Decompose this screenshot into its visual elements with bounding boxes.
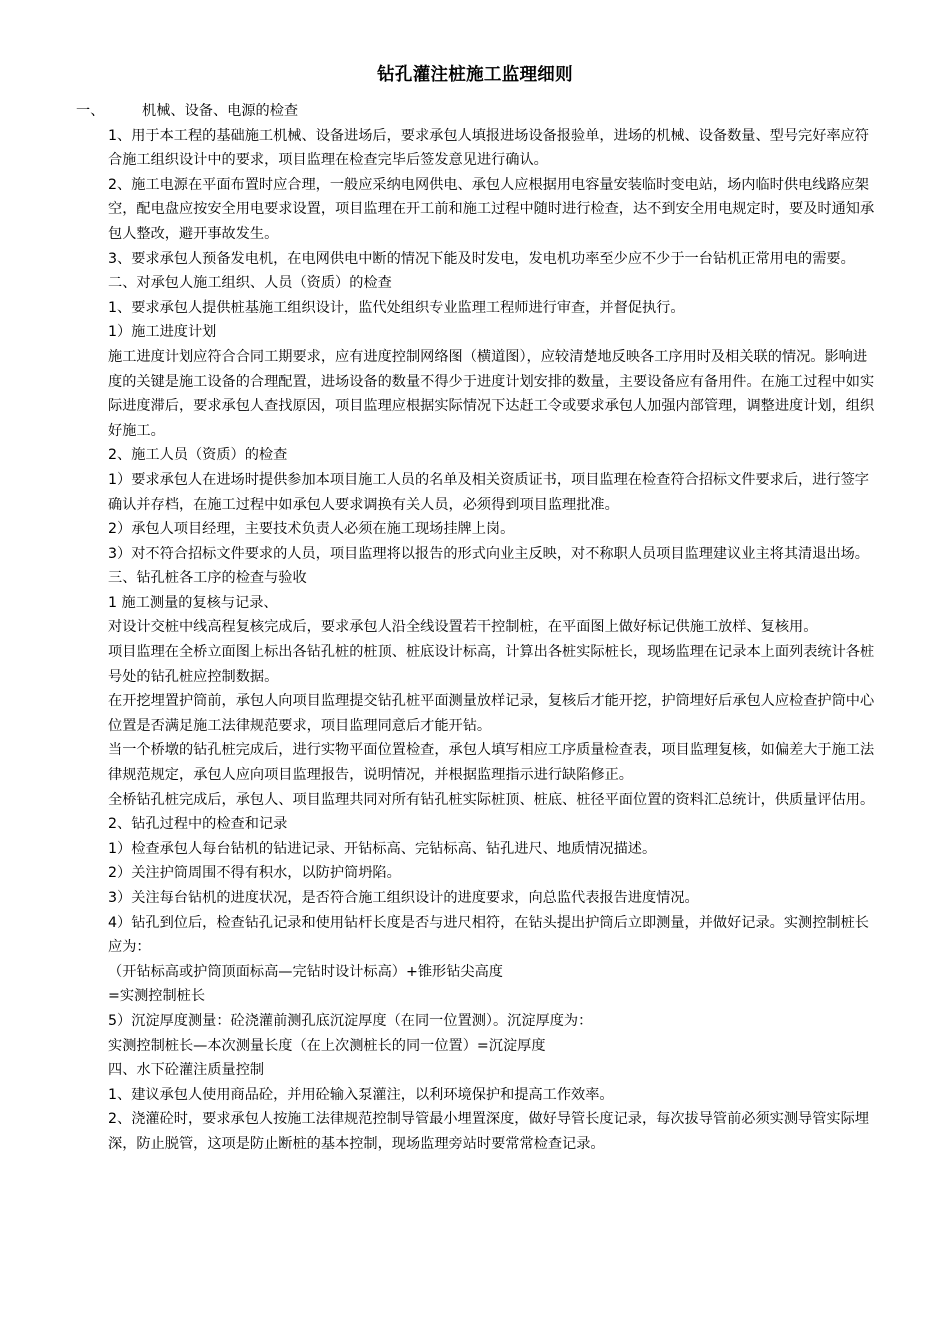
- section-title: 机械、设备、电源的检查: [142, 103, 299, 119]
- paragraph: 2）关注护筒周围不得有积水，以防护筒坍陷。: [108, 865, 401, 882]
- paragraph: 全桥钻孔桩完成后，承包人、项目监理共同对所有钻孔桩实际桩顶、桩底、桩径平面位置的资料汇总统计，供质量评估用。: [108, 791, 875, 808]
- paragraph: 3）对不符合招标文件要求的人员，项目监理将以报告的形式向业主反映，对不称职人员项目监理建议业主将其清退出场。: [108, 545, 869, 562]
- document-title: 钻孔灌注桩施工监理细则: [377, 65, 573, 85]
- paragraph: 施工进度计划应符合合同工期要求，应有进度控制网络图（横道图），应较清楚地反映各工序用时及相关联的情况。影响进度的关键是施工设备的合理配置，进场设备的数量不得少于进度计划安排的数量，主要设备应有备用件。在施工过程中如实际进度滞后，要求承包人查找原因，项目监理应根据实际情况下达赶工令或要求承包人加强内部管理，调整进度计划，组织好施工。: [108, 348, 875, 439]
- paragraph: 1 施工测量的复核与记录、: [108, 594, 278, 611]
- paragraph: 2、施工电源在平面布置时应合理，一般应采纳电网供电、承包人应根据用电容量安装临时变电站，场内临时供电线路应架空，配电盘应按安全用电要求设置，项目监理在开工前和施工过程中随时进行检查，达不到安全用电规定时，要及时通知承包人整改，避开事故发生。: [108, 176, 875, 242]
- paragraph-list: [108, 124, 876, 1157]
- paragraph: 1、用于本工程的基础施工机械、设备进场后，要求承包人填报进场设备报验单，进场的机械、设备数量、型号完好率应符合施工组织设计中的要求，项目监理在检查完毕后签发意见进行确认。: [108, 127, 869, 169]
- paragraph: 1）要求承包人在进场时提供参加本项目施工人员的名单及相关资质证书，项目监理在检查符合招标文件要求后，进行签字确认并存档，在施工过程中如承包人要求调换有关人员，必须得到项目监理批准。: [108, 471, 869, 513]
- paragraph: （开钻标高或护筒顶面标高—完钻时设计标高）+锥形钻尖高度: [108, 963, 503, 980]
- paragraph: 3）关注每台钻机的进度状况，是否符合施工组织设计的进度要求，向总监代表报告进度情况。: [108, 890, 699, 906]
- paragraph: 2、施工人员（资质）的检查: [108, 447, 288, 464]
- paragraph: 对设计交桩中线高程复核完成后，要求承包人沿全线设置若干控制桩，在平面图上做好标记供施工放样、复核用。: [108, 619, 818, 636]
- paragraph: 在开挖埋置护筒前，承包人向项目监理提交钻孔桩平面测量放样记录，复核后才能开挖，护筒埋好后承包人应检查护筒中心位置是否满足施工法律规范要求，项目监理同意后才能开钻。: [108, 693, 875, 734]
- paragraph: 3、要求承包人预备发电机，在电网供电中断的情况下能及时发电，发电机功率至少应不少于一台钻机正常用电的需要。: [108, 250, 855, 267]
- paragraph: 四、水下砼灌注质量控制: [108, 1062, 265, 1079]
- paragraph: 2、钻孔过程中的检查和记录: [108, 816, 288, 833]
- paragraph: 4）钻孔到位后，检查钻孔记录和使用钻杆长度是否与进尺相符，在钻头提出护筒后立即测量，并做好记录。实测控制桩长应为：: [108, 914, 869, 956]
- paragraph: =实测控制桩长: [108, 988, 206, 1005]
- paragraph: 当一个桥墩的钻孔桩完成后，进行实物平面位置检查，承包人填写相应工序质量检查表，项目监理复核，如偏差大于施工法律规范规定，承包人应向项目监理报告，说明情况，并根据监理指示进行缺陷修正。: [108, 742, 875, 784]
- paragraph: 1）检查承包人每台钻机的钻进记录、开钻标高、完钻标高、钻孔进尺、地质情况描述。: [108, 840, 657, 857]
- paragraph: 1）施工进度计划: [108, 324, 217, 341]
- paragraph: 实测控制桩长—本次测量长度（在上次测桩长的同一位置）=沉淀厚度: [108, 1037, 546, 1054]
- document-body: [76, 99, 876, 1157]
- paragraph: 5）沉淀厚度测量：砼浇灌前测孔底沉淀厚度（在同一位置测）。沉淀厚度为：: [108, 1012, 593, 1029]
- paragraph: 项目监理在全桥立面图上标出各钻孔桩的桩顶、桩底设计标高，计算出各桩实际桩长，现场监理在记录本上面列表统计各桩号处的钻孔桩应控制数据。: [108, 644, 875, 685]
- paragraph: 1、要求承包人提供桩基施工组织设计，监代处组织专业监理工程师进行审查，并督促执行。: [108, 299, 685, 316]
- paragraph: 三、钻孔桩各工序的检查与验收: [108, 570, 307, 587]
- section-heading-1: [76, 99, 876, 124]
- paragraph: 1、建议承包人使用商品砼，并用砼输入泵灌注，以利环境保护和提高工作效率。: [108, 1086, 614, 1103]
- section-number: 一、: [76, 103, 105, 119]
- paragraph: 2、浇灌砼时，要求承包人按施工法律规范控制导管最小埋置深度，做好导管长度记录，每次拔导管前必须实测导管实际埋深，防止脱管，这项是防止断桩的基本控制，现场监理旁站时要常常检查记录。: [108, 1111, 869, 1152]
- paragraph: 2）承包人项目经理，主要技术负责人必须在施工现场挂牌上岗。: [108, 521, 515, 538]
- paragraph: 二、对承包人施工组织、人员（资质）的检查: [108, 275, 392, 292]
